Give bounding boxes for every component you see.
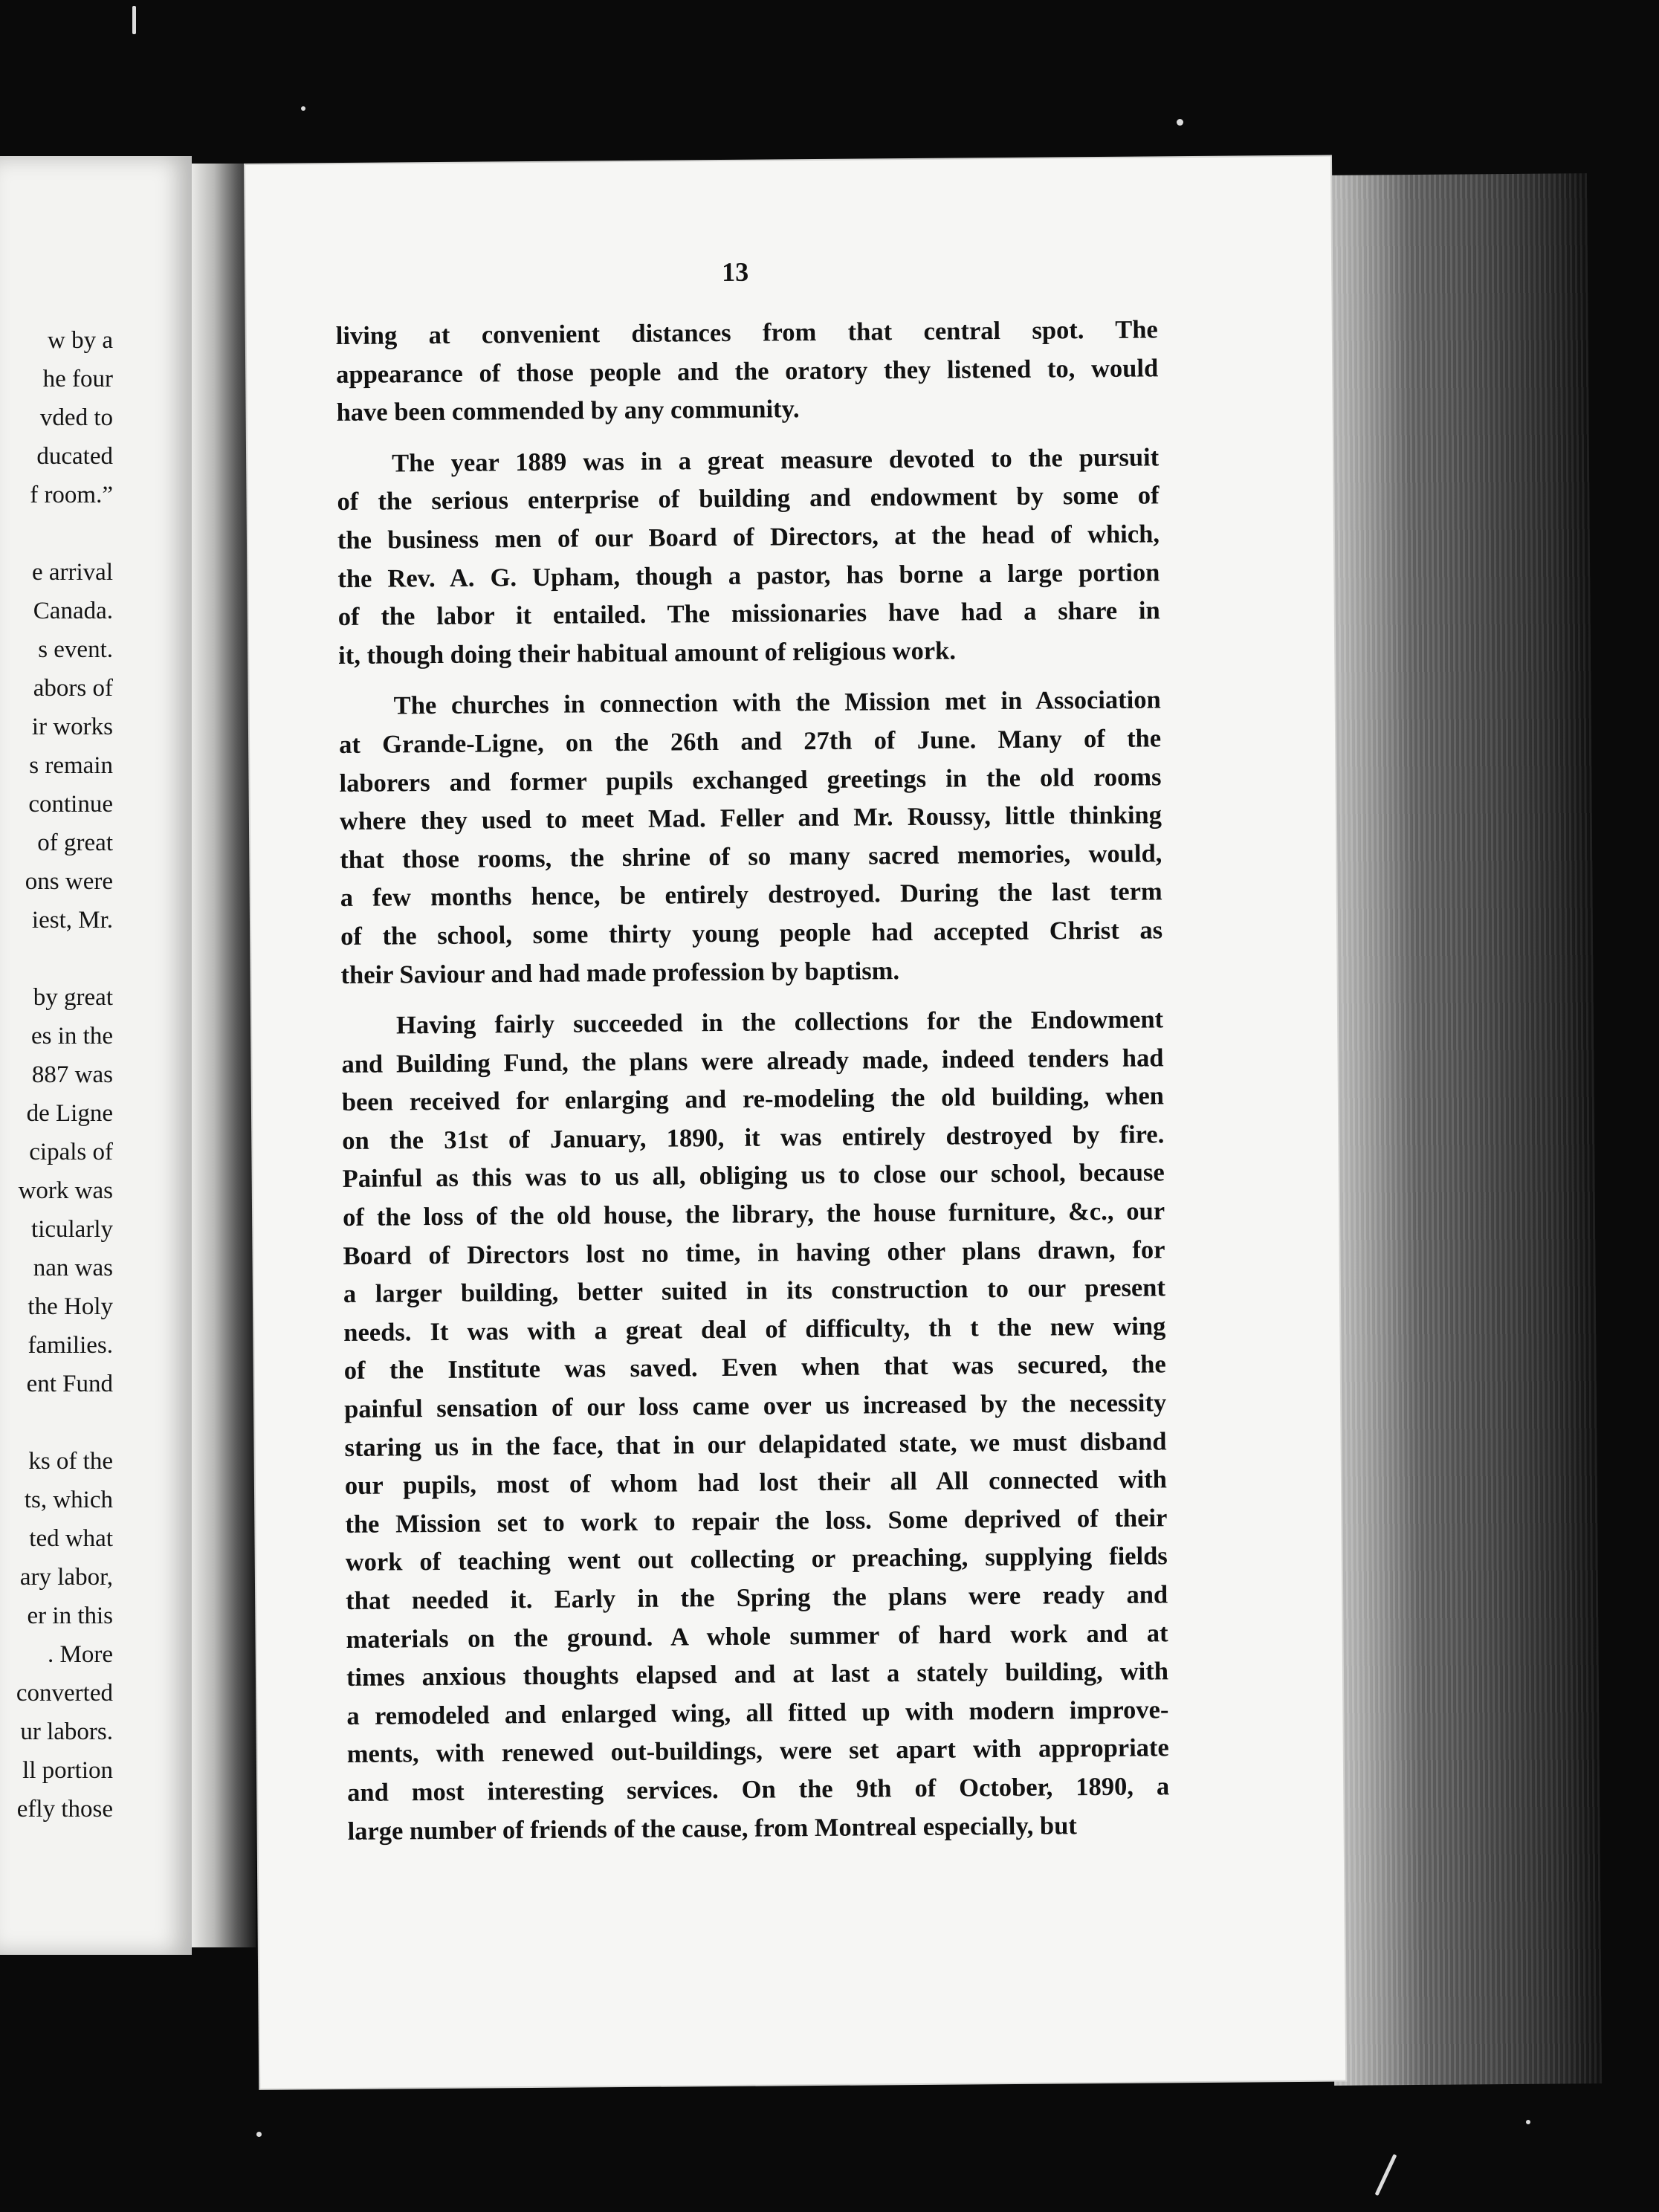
text-line: our pupils, most of whom had lost their all All connected with xyxy=(344,1465,1168,1501)
left-page-text-fragment: 887 was xyxy=(31,1061,113,1088)
left-page-text-fragment: cipals of xyxy=(29,1139,113,1165)
text-line: and Building Fund, the plans were already made, indeed tenders had xyxy=(341,1044,1164,1078)
text-line: The churches in connection with the Mission met in Association xyxy=(393,685,1161,720)
left-page-text-fragment: Canada. xyxy=(33,598,113,624)
left-page-text-fragment: ll portion xyxy=(22,1757,113,1784)
left-page-text-fragment: ent Fund xyxy=(26,1371,113,1397)
left-page-text-fragment: nan was xyxy=(33,1255,113,1281)
left-page-text-fragment: s event. xyxy=(38,636,113,663)
text-line: the Rev. A. G. Upham, though a pastor, has borne a large portion xyxy=(337,557,1160,593)
left-page-text-fragment: ted what xyxy=(29,1525,113,1552)
left-page-text-fragment: he four xyxy=(42,366,113,392)
text-line: on the 31st of January, 1890, it was entirely destroyed by fire. xyxy=(342,1120,1165,1155)
left-page-text-fragment: e arrival xyxy=(31,559,113,586)
left-page-text-fragment: f room.” xyxy=(30,482,113,508)
text-line: of the loss of the old house, the library, the house furniture, &c., our xyxy=(342,1197,1165,1232)
left-page-text-fragment: iest, Mr. xyxy=(31,907,113,934)
text-line: have been commended by any community. xyxy=(336,395,800,427)
left-page-text-fragment: continue xyxy=(28,791,113,818)
text-line: materials on the ground. A whole summer of hard work and at xyxy=(346,1618,1168,1654)
text-line: laborers and former pupils exchanged greetings in the old rooms xyxy=(339,762,1162,798)
text-line: times anxious thoughts elapsed and at last a stately building, with xyxy=(346,1657,1169,1692)
text-line: where they used to meet Mad. Feller and Mr. Roussy, little thinking xyxy=(339,801,1162,836)
left-page-text-fragment: ticularly xyxy=(31,1216,113,1243)
text-line: that those rooms, the shrine of so many sacred memories, would, xyxy=(340,839,1162,874)
left-page-text-fragment: es in the xyxy=(31,1023,113,1050)
dust-speck xyxy=(132,6,136,34)
left-page-text-fragment: ary labor, xyxy=(19,1564,113,1591)
paragraph xyxy=(341,1000,1170,1851)
paragraph xyxy=(336,311,1159,432)
text-line: and most interesting services. On the 9th of October, 1890, a xyxy=(347,1772,1170,1807)
left-page-text-fragment: ducated xyxy=(36,443,113,470)
left-page-text-fragment: work was xyxy=(18,1177,113,1204)
text-line: been received for enlarging and re-modeling the old building, when xyxy=(341,1081,1165,1117)
text-line: of the serious enterprise of building and endowment by some of xyxy=(337,481,1160,517)
text-line: of the Institute was saved. Even when that was secured, the xyxy=(343,1350,1166,1385)
text-line: that needed it. Early in the Spring the plans were ready and xyxy=(346,1580,1168,1615)
text-line: Painful as this was to us all, obliging us to close our school, because xyxy=(342,1158,1165,1194)
text-line: large number of friends of the cause, from Montreal especially, but xyxy=(347,1811,1077,1846)
left-page-text-fragment: abors of xyxy=(33,675,113,702)
book-gutter xyxy=(192,164,256,1947)
text-line: their Saviour and had made profession by baptism. xyxy=(340,956,900,989)
previous-page-fragment xyxy=(0,156,192,1955)
text-line: it, though doing their habitual amount of religious work. xyxy=(338,636,957,670)
left-page-text-fragment: of great xyxy=(37,830,113,856)
page-body-text xyxy=(336,311,1170,1863)
text-line: a larger building, better suited in its construction to our present xyxy=(343,1273,1166,1309)
left-page-text-fragment: s remain xyxy=(29,752,113,779)
left-page-text-fragment: er in this xyxy=(27,1603,113,1629)
dust-speck xyxy=(301,106,305,111)
paragraph xyxy=(337,439,1160,675)
dust-speck xyxy=(256,2132,262,2137)
left-page-text-fragment: ks of the xyxy=(28,1448,113,1475)
text-line: a few months hence, be entirely destroyed. During the last term xyxy=(340,877,1162,913)
page-number: 13 xyxy=(721,256,749,287)
text-line: living at convenient distances from that central spot. The xyxy=(335,315,1158,351)
text-line: needs. It was with a great deal of difficulty, th t the new wing xyxy=(343,1312,1166,1347)
left-page-text-fragment: w by a xyxy=(48,327,113,354)
text-line: at Grande-Ligne, on the 26th and 27th of June. Many of the xyxy=(338,724,1162,759)
left-page-text-fragment: vded to xyxy=(39,404,113,431)
text-line: appearance of those people and the oratory they listened to, would xyxy=(336,353,1159,389)
text-line: of the labor it entailed. The missionaries have had a share in xyxy=(337,596,1160,632)
text-line: of the school, some thirty young people had accepted Christ as xyxy=(340,916,1163,951)
left-page-text-fragment: ts, which xyxy=(24,1487,113,1513)
dust-speck xyxy=(1177,119,1183,126)
text-line: Having fairly succeeded in the collections for the Endowment xyxy=(395,1005,1164,1040)
left-page-text-fragment: de Ligne xyxy=(26,1100,113,1127)
left-page-text-fragment: ons were xyxy=(25,868,113,895)
paragraph xyxy=(339,682,1163,995)
dust-speck xyxy=(1526,2120,1530,2124)
text-line: staring us in the face, that in our delapidated state, we must disband xyxy=(344,1426,1167,1462)
text-line: The year 1889 was in a great measure devoted to the pursuit xyxy=(392,443,1160,478)
left-page-text-fragment: efly those xyxy=(16,1796,113,1823)
left-page-text-fragment: converted xyxy=(16,1680,113,1707)
left-page-text-fragment: by great xyxy=(33,984,113,1011)
dust-speck xyxy=(1375,2154,1397,2196)
text-line: ments, with renewed out-buildings, were set apart with appropriate xyxy=(346,1733,1169,1769)
text-line: a remodeled and enlarged wing, all fitted up with modern improve- xyxy=(346,1695,1169,1730)
text-line: painful sensation of our loss came over us increased by the necessity xyxy=(344,1388,1167,1424)
left-page-text-fragment: ir works xyxy=(31,714,113,740)
left-page-text-fragment: ur labors. xyxy=(20,1718,113,1745)
text-line: Board of Directors lost no time, in having other plans drawn, for xyxy=(343,1235,1165,1270)
text-line: the business men of our Board of Directors, at the head of which, xyxy=(337,520,1160,555)
book-page xyxy=(245,157,1345,2089)
left-page-text-fragment: families. xyxy=(28,1332,113,1359)
text-line: work of teaching went out collecting or preaching, supplying fields xyxy=(345,1542,1168,1577)
text-line: the Mission set to work to repair the loss. Some deprived of their xyxy=(345,1504,1168,1539)
left-page-text-fragment: . More xyxy=(48,1641,113,1668)
left-page-text-fragment: the Holy xyxy=(28,1293,113,1320)
